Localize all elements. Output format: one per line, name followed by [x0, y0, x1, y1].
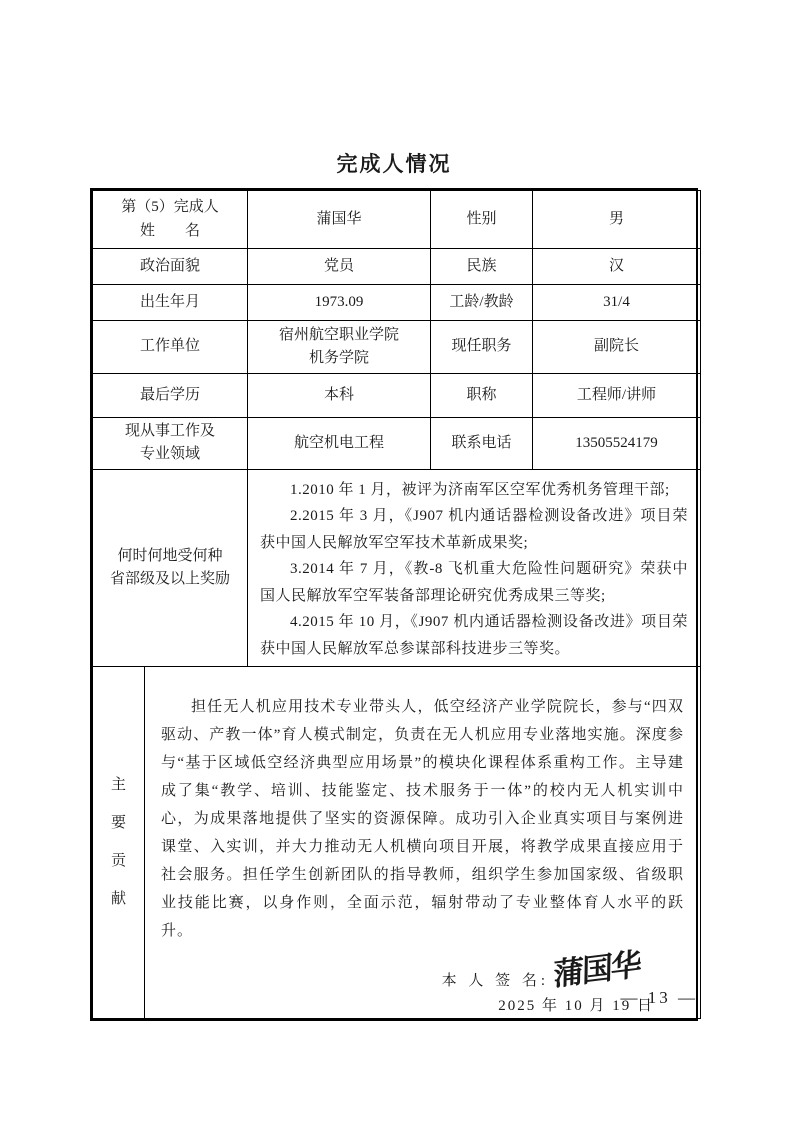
contribution-label-char: 献: [110, 891, 126, 908]
handwritten-signature: 蒲国华: [553, 946, 640, 993]
name-value: 蒲国华: [248, 191, 431, 249]
table-row: [93, 667, 701, 1019]
award-item: 3.2014 年 7 月，《教-8 飞机重大危险性问题研究》荣获中国人民解放军空军装备部理论研究优秀成果三等奖;: [260, 561, 688, 604]
ethnicity-value: 汉: [533, 249, 701, 285]
political-status-value: 党员: [248, 249, 431, 285]
work-years-value: 31/4: [533, 285, 701, 321]
awards-label-line1: 何时何地受何种: [117, 547, 223, 564]
awards-label: [93, 469, 248, 667]
phone-label: 联系电话: [431, 418, 533, 470]
table-row: [93, 469, 701, 667]
signature-date: 2025 年 10 月 19 日: [498, 998, 654, 1014]
table-row: [93, 285, 701, 321]
signature-line: [161, 947, 684, 993]
contribution-content: [145, 667, 701, 1019]
page-title: 完成人情况: [336, 152, 452, 176]
work-unit-value-line2: 机务学院: [308, 350, 369, 366]
professional-title-label: 职称: [431, 374, 533, 418]
award-item: 4.2015 年 10 月，《J907 机内通话器检测设备改进》项目荣获中国人民解放军总参谋部科技进步三等奖。: [260, 614, 688, 657]
name-label-line1: 第（5）完成人: [121, 199, 219, 216]
table-row: [93, 418, 701, 470]
awards-content: [248, 469, 701, 667]
birth-date-label: 出生年月: [93, 285, 248, 321]
contribution-paragraph: 担任无人机应用技术专业带头人，低空经济产业学院院长，参与“四双驱动、产教一体”育人模式制定，负责在无人机应用专业落地实施。深度参与“基于区域低空经济典型应用场景”的模块化课程体系重构工作。主导建成了集“教学、培训、技能鉴定、技术服务于一体”的校内无人机实训中心，为成果落地提供了坚实的资源保障。成功引入企业真实项目与案例进课堂、入实训，并大力推动无人机横向项目开展，将教学成果直接应用于社会服务。担任学生创新团队的指导教师，组织学生参加国家级、省级职业技能比赛，以身作则，全面示范，辐射带动了专业整体育人水平的跃升。: [161, 699, 684, 939]
contribution-label: [93, 667, 145, 1019]
gender-label: 性别: [431, 191, 533, 249]
contribution-label-vertical: [93, 667, 144, 1018]
current-position-value: 副院长: [533, 321, 701, 374]
current-work-field-label: [93, 418, 248, 470]
name-label: [93, 191, 248, 249]
table-row: [93, 249, 701, 285]
table-row: [93, 374, 701, 418]
table-row: [93, 321, 701, 374]
award-item: 1.2010 年 1 月，被评为济南军区空军优秀机务管理干部;: [290, 481, 670, 498]
award-item: 2.2015 年 3 月，《J907 机内通话器检测设备改进》项目荣获中国人民解放军空军技术革新成果奖;: [260, 508, 688, 551]
page-number: — 13 —: [620, 988, 698, 1007]
contribution-label-char: 要: [110, 814, 126, 831]
work-unit-value-line1: 宿州航空职业学院: [278, 326, 399, 343]
birth-date-value: 1973.09: [248, 285, 431, 321]
gender-value: 男: [533, 191, 701, 249]
education-value: 本科: [248, 374, 431, 418]
professional-title-value: 工程师/讲师: [533, 374, 701, 418]
ethnicity-label: 民族: [431, 249, 533, 285]
work-unit-label: 工作单位: [93, 321, 248, 374]
work-unit-value: [248, 321, 431, 374]
contribution-label-char: 主: [110, 776, 126, 793]
phone-value: 13505524179: [533, 418, 701, 470]
contribution-table: [92, 666, 701, 1019]
political-status-label: 政治面貌: [93, 249, 248, 285]
current-work-field-label-line1: 现从事工作及: [124, 423, 215, 439]
table-row: [93, 191, 701, 249]
work-years-label: 工龄/教龄: [431, 285, 533, 321]
info-table: [92, 190, 701, 667]
name-label-line2: 姓 名: [139, 222, 200, 239]
signature-label: 本 人 签 名:: [441, 973, 549, 989]
current-position-label: 现任职务: [431, 321, 533, 374]
awards-label-line2: 省部级及以上奖励: [109, 570, 230, 587]
current-work-field-label-line2: 专业领域: [139, 446, 200, 463]
education-label: 最后学历: [93, 374, 248, 418]
current-work-field-value: 航空机电工程: [248, 418, 431, 470]
completer-info-table: [90, 188, 698, 1021]
contribution-label-char: 贡: [110, 853, 126, 870]
